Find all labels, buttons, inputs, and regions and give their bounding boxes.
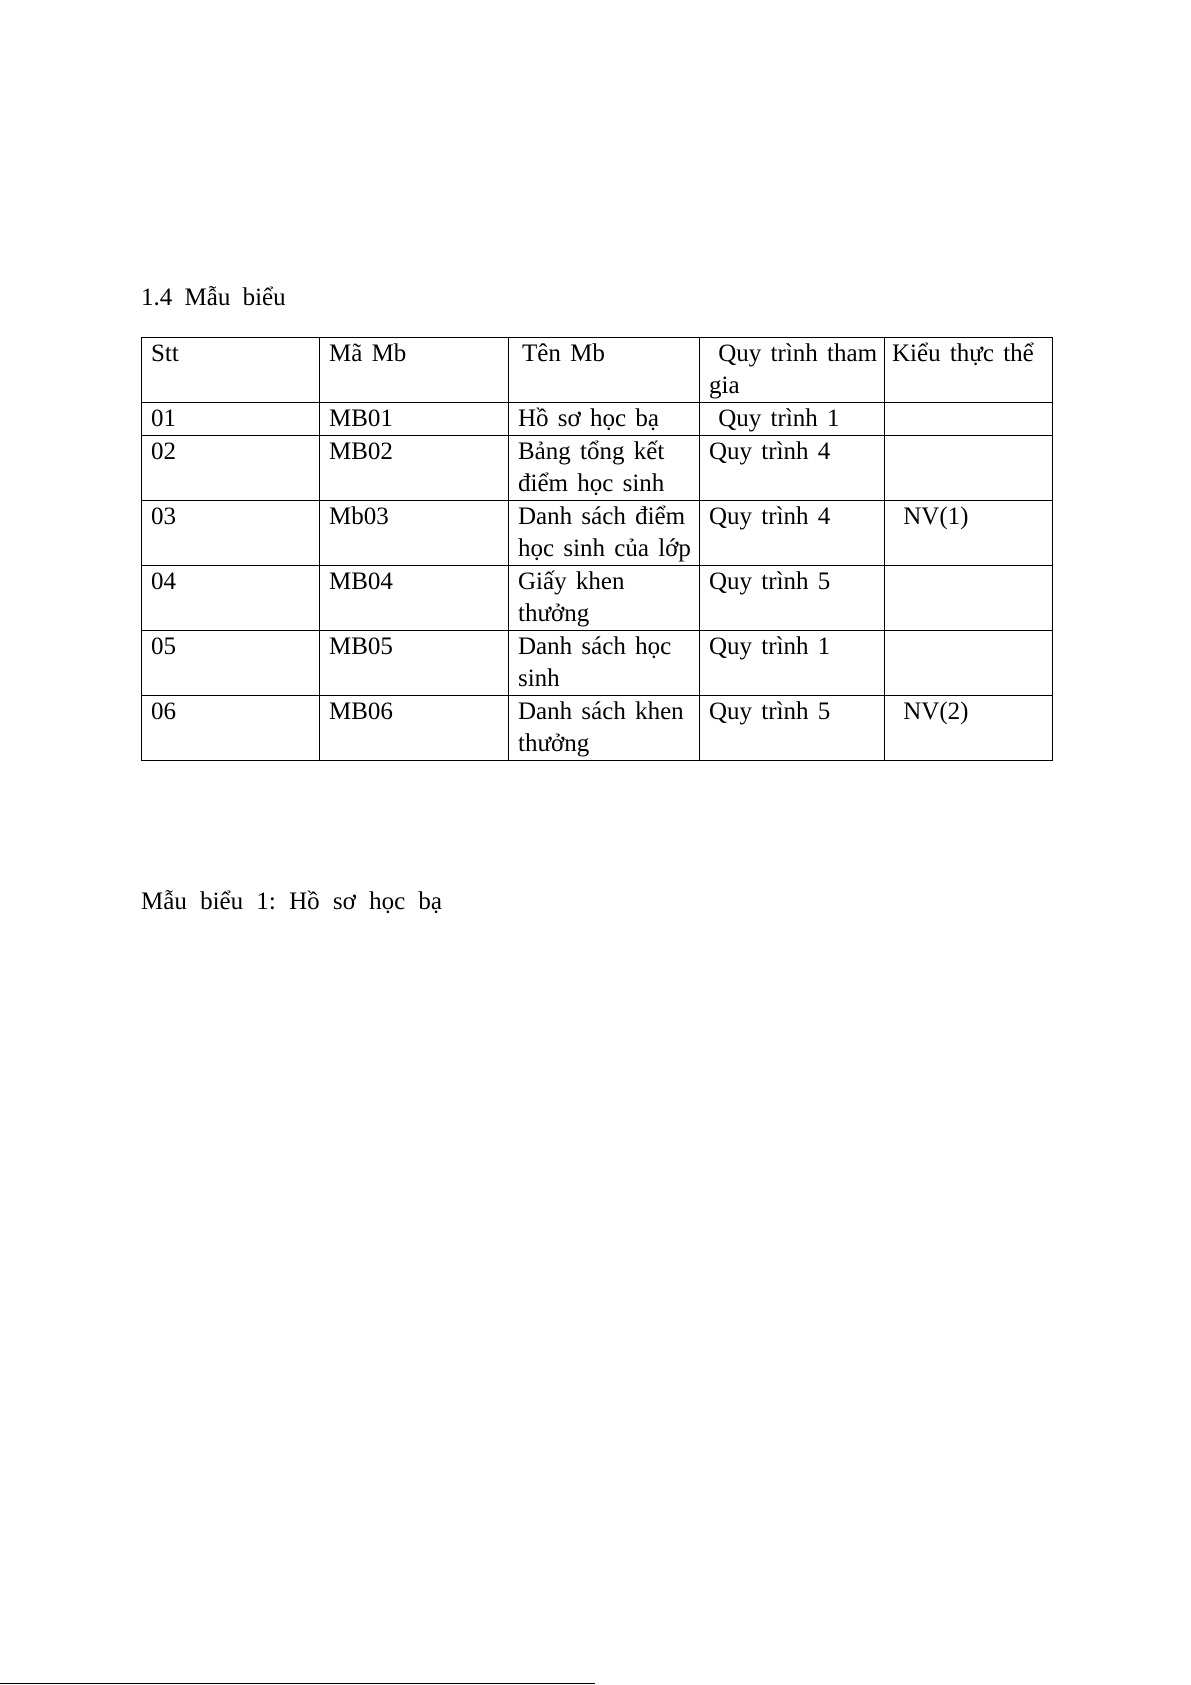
cell-kieu-thuc-the [885,436,1053,501]
table-header-row [142,338,1053,403]
table-row [142,436,1053,501]
cell-kieu-thuc-the [885,631,1053,696]
cell-quy-trinh: Quy trình 4 [700,436,885,501]
cell-ten-mb: Danh sách học sinh [509,631,700,696]
cell-kieu-thuc-the: NV(2) [885,696,1053,761]
cell-ten-mb: Danh sách khen thưởng [509,696,700,761]
cell-quy-trinh: Quy trình 5 [700,696,885,761]
form-template-table [141,337,1053,761]
cell-quy-trinh: Quy trình 5 [700,566,885,631]
cell-kieu-thuc-the: NV(1) [885,501,1053,566]
table-row [142,631,1053,696]
cell-quy-trinh: Quy trình 4 [700,501,885,566]
cell-ma-mb: MB05 [320,631,509,696]
cell-kieu-thuc-the [885,403,1053,436]
section-heading: 1.4 Mẫu biểu [141,284,286,311]
cell-quy-trinh: Quy trình 1 [700,403,885,436]
header-kieu-thuc-the: Kiểu thực thể [885,338,1053,403]
cell-stt: 05 [142,631,320,696]
table-row [142,566,1053,631]
cell-stt: 02 [142,436,320,501]
cell-kieu-thuc-the [885,566,1053,631]
header-ma-mb: Mã Mb [320,338,509,403]
cell-ten-mb: Hồ sơ học bạ [509,403,700,436]
cell-stt: 01 [142,403,320,436]
header-stt: Stt [142,338,320,403]
footnote-divider [0,1683,595,1684]
cell-ten-mb: Danh sách điểm học sinh của lớp [509,501,700,566]
cell-ma-mb: MB01 [320,403,509,436]
form-caption: Mẫu biểu 1: Hồ sơ học bạ [141,888,443,915]
cell-ma-mb: Mb03 [320,501,509,566]
cell-stt: 06 [142,696,320,761]
cell-ma-mb: MB04 [320,566,509,631]
table-row [142,403,1053,436]
cell-quy-trinh: Quy trình 1 [700,631,885,696]
table-row [142,696,1053,761]
header-ten-mb: Tên Mb [509,338,700,403]
cell-ten-mb: Giấy khen thưởng [509,566,700,631]
cell-ma-mb: MB06 [320,696,509,761]
cell-ma-mb: MB02 [320,436,509,501]
cell-stt: 04 [142,566,320,631]
cell-ten-mb: Bảng tổng kết điểm học sinh [509,436,700,501]
table-row [142,501,1053,566]
cell-stt: 03 [142,501,320,566]
header-quy-trinh: Quy trình tham gia [700,338,885,403]
